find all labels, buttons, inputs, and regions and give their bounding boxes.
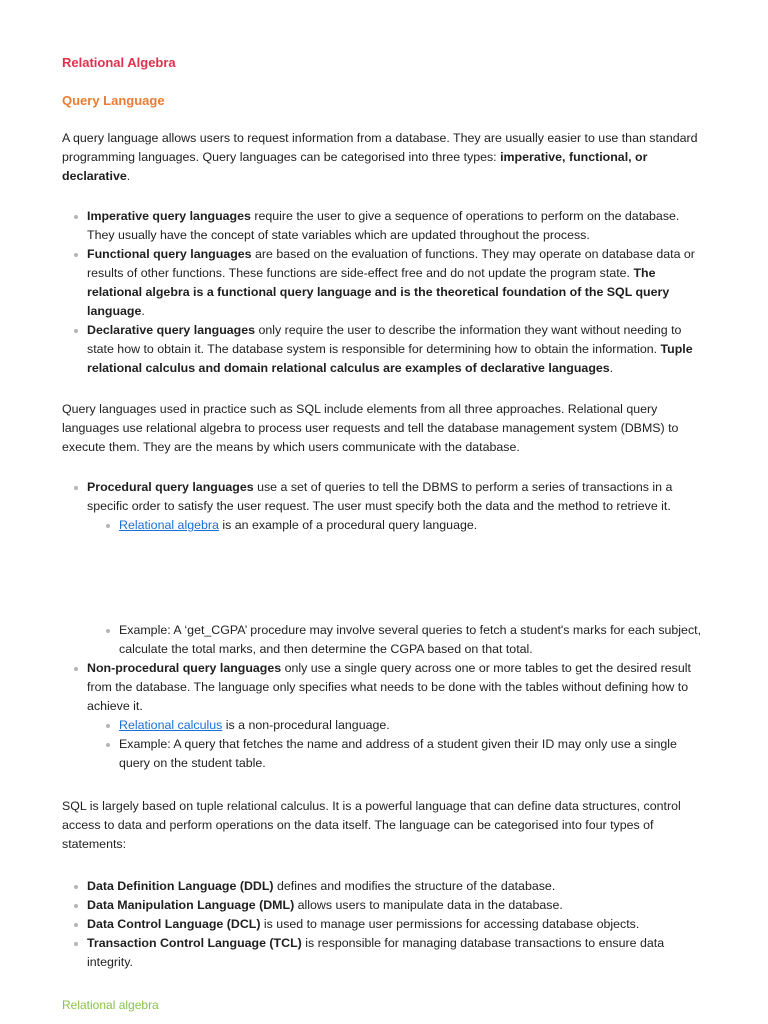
list-item: Relational calculus is a non-procedural language. bbox=[103, 716, 707, 735]
procedural-list bbox=[71, 478, 707, 773]
footer-label: Relational algebra bbox=[62, 998, 159, 1012]
relational-algebra-link[interactable]: Relational algebra bbox=[119, 518, 219, 532]
procedural-sublist bbox=[103, 516, 707, 535]
procedural-example-list bbox=[103, 621, 707, 659]
section-heading: Query Language bbox=[62, 93, 165, 108]
statement-types-list bbox=[71, 877, 707, 972]
list-item: Imperative query languages require the user to give a sequence of operations to perform on the database. They usually have the concept of state variables which are updated throughout the process. bbox=[71, 207, 707, 245]
practice-paragraph: Query languages used in practice such as SQL include elements from all three approaches. Relational query languages use relational algebra to process user requests and tell the database management system (DBMS) to execute them. They are the means by which users communicate with the database. bbox=[62, 402, 679, 454]
list-item: Data Definition Language (DDL) defines and modifies the structure of the database. bbox=[71, 877, 707, 896]
list-item: Example: A ‘get_CGPA’ procedure may involve several queries to fetch a student's marks for each subject, calculate the total marks, and then determine the CGPA based on that total. bbox=[103, 621, 707, 659]
nonprocedural-sublist bbox=[103, 716, 707, 773]
page-title: Relational Algebra bbox=[62, 55, 176, 70]
list-item: Non-procedural query languages only use a single query across one or more tables to get the desired result from the database. The language only specifies what needs to be done with the tables without defining how to achieve it. Relational calculus is a non-procedural language. Example: A query that fetches the name and address of a student given their ID may only use a single query on the student table. bbox=[71, 659, 707, 773]
query-types-list bbox=[71, 207, 707, 378]
list-item: Procedural query languages use a set of queries to tell the DBMS to perform a series of transactions in a specific order to satisfy the user request. The user must specify both the data and the method to retrieve it. Relational algebra is an example of a procedural query language. Example: A ‘get_CGPA’ procedure may involve several queries to fetch a student's marks for each subject, calculate the total marks, and then determine the CGPA based on that total. bbox=[71, 478, 707, 659]
list-item: Data Control Language (DCL) is used to manage user permissions for accessing database objects. bbox=[71, 915, 707, 934]
intro-paragraph: A query language allows users to request information from a database. They are usually easier to use than standard programming languages. Query languages can be categorised into three types: imperative, functional, or declarative. bbox=[62, 131, 698, 183]
list-item: Example: A query that fetches the name and address of a student given their ID may only use a single query on the student table. bbox=[103, 735, 707, 773]
intro-bold: imperative, functional, or declarative bbox=[62, 150, 648, 183]
sql-paragraph: SQL is largely based on tuple relational calculus. It is a powerful language that can define data structures, control access to data and perform operations on the data itself. The language can be categorised into four types of statements: bbox=[62, 799, 681, 851]
list-item: Data Manipulation Language (DML) allows users to manipulate data in the database. bbox=[71, 896, 707, 915]
list-item: Transaction Control Language (TCL) is responsible for managing database transactions to ensure data integrity. bbox=[71, 934, 707, 972]
list-item: Functional query languages are based on the evaluation of functions. They may operate on database data or results of other functions. These functions are side-effect free and do not update the program state. The relational algebra is a functional query language and is the theoretical foundation of the SQL query language. bbox=[71, 245, 707, 321]
list-item: Declarative query languages only require the user to describe the information they want without needing to state how to obtain it. The database system is responsible for determining how to obtain the information. Tuple relational calculus and domain relational calculus are examples of declarative languages. bbox=[71, 321, 707, 378]
relational-calculus-link[interactable]: Relational calculus bbox=[119, 718, 223, 732]
list-item: Relational algebra is an example of a procedural query language. bbox=[103, 516, 707, 535]
